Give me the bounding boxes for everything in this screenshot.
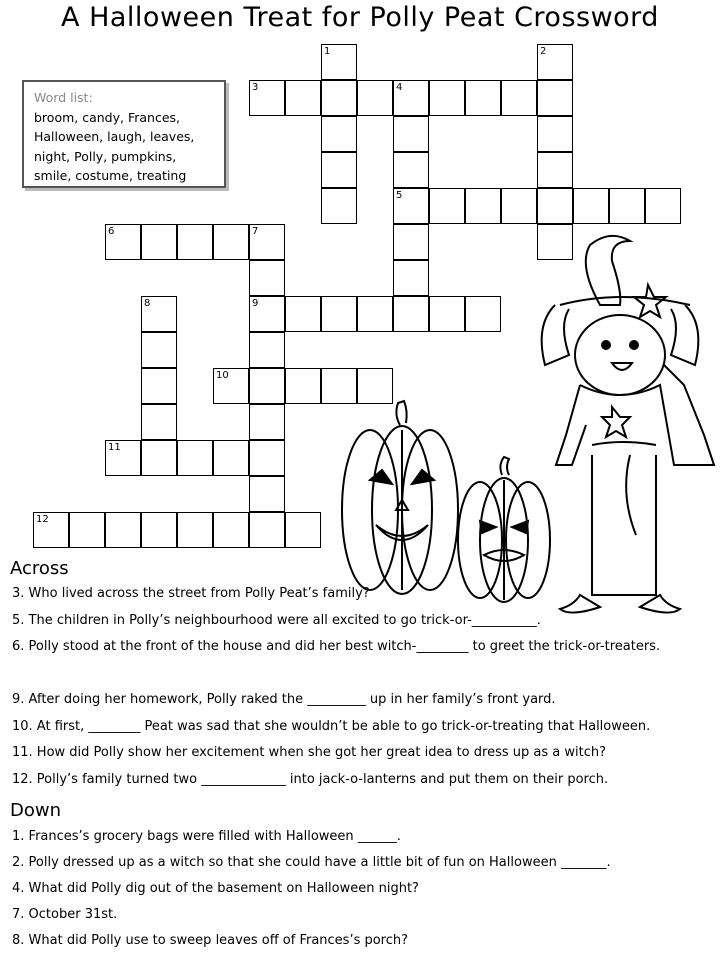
down-clue-2: 2. Polly dressed up as a witch so that she could have a little bit of fun on Halloween _______. [12,855,611,870]
crossword-cell[interactable] [249,476,285,512]
crossword-cell[interactable] [249,512,285,548]
crossword-cell[interactable] [573,188,609,224]
crossword-cell[interactable] [321,116,357,152]
pumpkin-large-icon [342,401,458,594]
crossword-cell[interactable] [285,512,321,548]
clue-number: 10 [216,370,229,381]
crossword-cell[interactable] [537,152,573,188]
crossword-cell[interactable] [357,80,393,116]
crossword-cell[interactable] [141,332,177,368]
crossword-cell[interactable] [285,296,321,332]
down-clue-1: 1. Frances’s grocery bags were filled with Halloween ______. [12,829,401,844]
clue-number: 11 [108,442,121,453]
across-clue-5: 5. The children in Polly’s neighbourhood were all excited to go trick-or-__________. [12,613,541,628]
across-heading: Across [10,558,69,579]
crossword-cell[interactable] [429,80,465,116]
crossword-cell[interactable] [321,188,357,224]
crossword-cell[interactable] [537,80,573,116]
halloween-illustration [330,225,720,620]
clue-number: 9 [252,298,259,309]
witch-polly-icon [542,236,714,613]
across-clue-10: 10. At first, ________ Peat was sad that she wouldn’t be able to go trick-or-treating that Halloween. [12,719,651,734]
across-clue-9: 9. After doing her homework, Polly raked the _________ up in her family’s front yard. [12,692,556,707]
crossword-cell[interactable] [105,512,141,548]
clue-number: 3 [252,82,259,93]
down-clue-4: 4. What did Polly dig out of the basement on Halloween night? [12,881,419,896]
clue-number: 4 [396,82,403,93]
crossword-cell[interactable] [213,440,249,476]
clue-number: 1 [324,46,331,57]
clue-number: 2 [540,46,547,57]
crossword-cell[interactable] [285,368,321,404]
crossword-cell[interactable] [393,152,429,188]
across-clue-11: 11. How did Polly show her excitement when she got her great idea to dress up as a witch? [12,745,606,760]
clue-number: 6 [108,226,115,237]
crossword-cell[interactable] [177,224,213,260]
crossword-cell[interactable] [321,152,357,188]
crossword-cell[interactable] [141,224,177,260]
crossword-cell[interactable] [249,368,285,404]
crossword-cell[interactable] [249,440,285,476]
crossword-cell[interactable] [213,512,249,548]
crossword-cell[interactable] [141,404,177,440]
clue-number: 8 [144,298,151,309]
crossword-cell[interactable] [429,188,465,224]
pumpkin-small-icon [458,457,550,602]
across-clue-3: 3. Who lived across the street from Polly Peat’s family? [12,586,370,601]
crossword-cell[interactable] [609,188,645,224]
word-list-words: broom, candy, Frances, Halloween, laugh, leaves, night, Polly, pumpkins, smile, costume, treating [34,109,195,183]
crossword-cell[interactable] [69,512,105,548]
crossword-cell[interactable] [249,332,285,368]
crossword-cell[interactable] [501,80,537,116]
crossword-cell[interactable] [177,512,213,548]
crossword-cell[interactable] [537,116,573,152]
down-heading: Down [10,800,62,821]
down-clue-7: 7. October 31st. [12,907,118,922]
clue-number: 12 [36,514,49,525]
crossword-cell[interactable] [249,404,285,440]
crossword-cell[interactable] [141,512,177,548]
crossword-cell[interactable] [501,188,537,224]
crossword-cell[interactable] [249,260,285,296]
crossword-cell[interactable] [465,80,501,116]
crossword-cell[interactable] [213,224,249,260]
crossword-cell[interactable] [321,80,357,116]
crossword-cell[interactable] [285,80,321,116]
clue-number: 5 [396,190,403,201]
clue-number: 7 [252,226,259,237]
crossword-cell[interactable] [141,440,177,476]
across-clue-6: 6. Polly stood at the front of the house and did her best witch-________ to greet the trick-or-treaters. [12,639,661,654]
crossword-cell[interactable] [141,368,177,404]
crossword-cell[interactable] [645,188,681,224]
word-list-heading: Word list: [34,90,93,105]
page-title: A Halloween Treat for Polly Peat Crossword [61,2,659,33]
crossword-cell[interactable] [177,440,213,476]
down-clue-8: 8. What did Polly use to sweep leaves off of Frances’s porch? [12,933,409,948]
crossword-cell[interactable] [393,116,429,152]
across-clue-12: 12. Polly’s family turned two _____________ into jack-o-lanterns and put them on their porch. [12,772,609,787]
crossword-cell[interactable] [465,188,501,224]
crossword-cell[interactable] [537,188,573,224]
